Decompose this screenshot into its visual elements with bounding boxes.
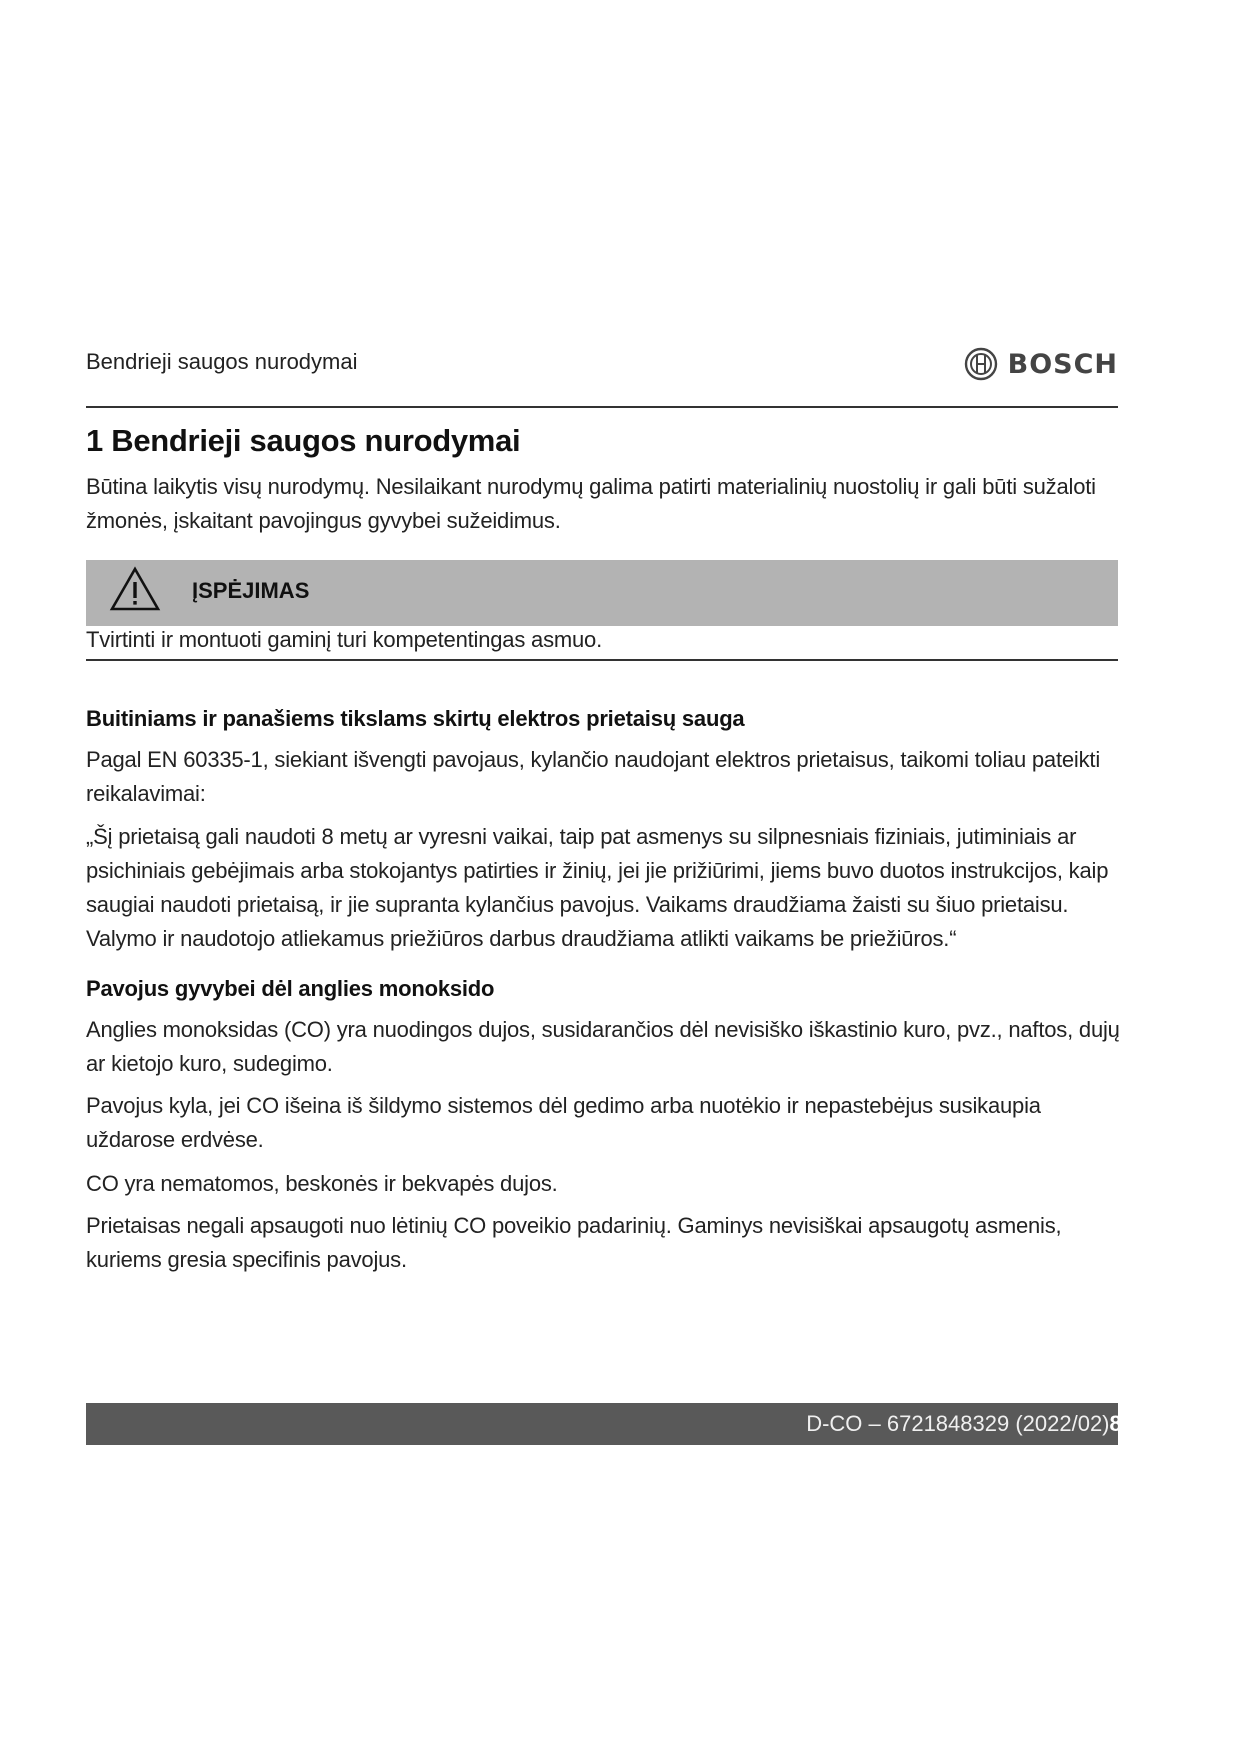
brand xyxy=(964,345,1118,383)
warning-box xyxy=(86,560,1118,626)
electrical-safety-heading: Buitiniams ir panašiems tikslams skirtų elektros prietaisų sauga xyxy=(86,706,745,731)
co-paragraph-4: Prietaisas negali apsaugoti nuo lėtinių CO poveikio padarinių. Gaminys nevisiškai apsaugotų asmenis, kuriems gresia specifinis pavojus. xyxy=(86,1213,1062,1272)
footer-text xyxy=(806,1411,1134,1437)
section-heading: 1 Bendrieji saugos nurodymai xyxy=(86,423,521,458)
warning-label: ĮSPĖJIMAS xyxy=(192,578,310,603)
page-header xyxy=(86,345,1118,383)
co-paragraph-2: Pavojus kyla, jei CO išeina iš šildymo sistemos dėl gedimo arba nuotėkio ir nepastebėjus susikaupia uždarose erdvėse. xyxy=(86,1093,1041,1152)
header-divider xyxy=(86,406,1118,408)
electrical-safety-quote: „Šį prietaisą gali naudoti 8 metų ar vyresni vaikai, taip pat asmenys su silpnesniais fiziniais, jutiminiais ar psichiniais gebėjimais arba stokojantys patirties ir žinių, jei jie prižiūrimi, jiems buvo duotos instrukcijos, kaip saugiai naudoti prietaisą, ir jie supranta kylančius pavojus. Vaikams draudžiama žaisti su šiuo prietaisu. Valymo ir naudotojo atliekamus priežiūros darbus draudžiama atlikti vaikams be priežiūros.“ xyxy=(86,824,1109,951)
bosch-logo-icon xyxy=(964,347,998,381)
co-paragraph-3: CO yra nematomos, beskonės ir bekvapės dujos. xyxy=(86,1171,558,1196)
brand-name: BOSCH xyxy=(1007,348,1118,380)
co-danger-heading: Pavojus gyvybei dėl anglies monoksido xyxy=(86,976,495,1001)
page-footer xyxy=(86,1403,1134,1445)
document-page xyxy=(86,0,1134,1754)
warning-triangle-icon xyxy=(109,565,161,613)
co-paragraph-1: Anglies monoksidas (CO) yra nuodingos dujos, susidarančios dėl nevisiško iškastinio kuro, pvz., naftos, dujų ar kietojo kuro, sudegimo. xyxy=(86,1017,1120,1076)
warning-text: Tvirtinti ir montuoti gaminį turi kompetentingas asmuo. xyxy=(86,627,602,652)
intro-paragraph: Būtina laikytis visų nurodymų. Nesilaikant nurodymų galima patirti materialinių nuostolių ir gali būti sužaloti žmonės, įskaitant pavojingus gyvybei sužeidimus. xyxy=(86,474,1096,533)
electrical-safety-paragraph: Pagal EN 60335-1, siekiant išvengti pavojaus, kylančio naudojant elektros prietaisus, taikomi toliau pateikti reikalavimai: xyxy=(86,747,1101,806)
header-title: Bendrieji saugos nurodymai xyxy=(86,349,358,374)
page-number: 80 xyxy=(1109,1411,1134,1436)
warning-divider xyxy=(86,659,1118,661)
footer-doc-ref: D-CO – 6721848329 (2022/02) xyxy=(806,1411,1110,1436)
